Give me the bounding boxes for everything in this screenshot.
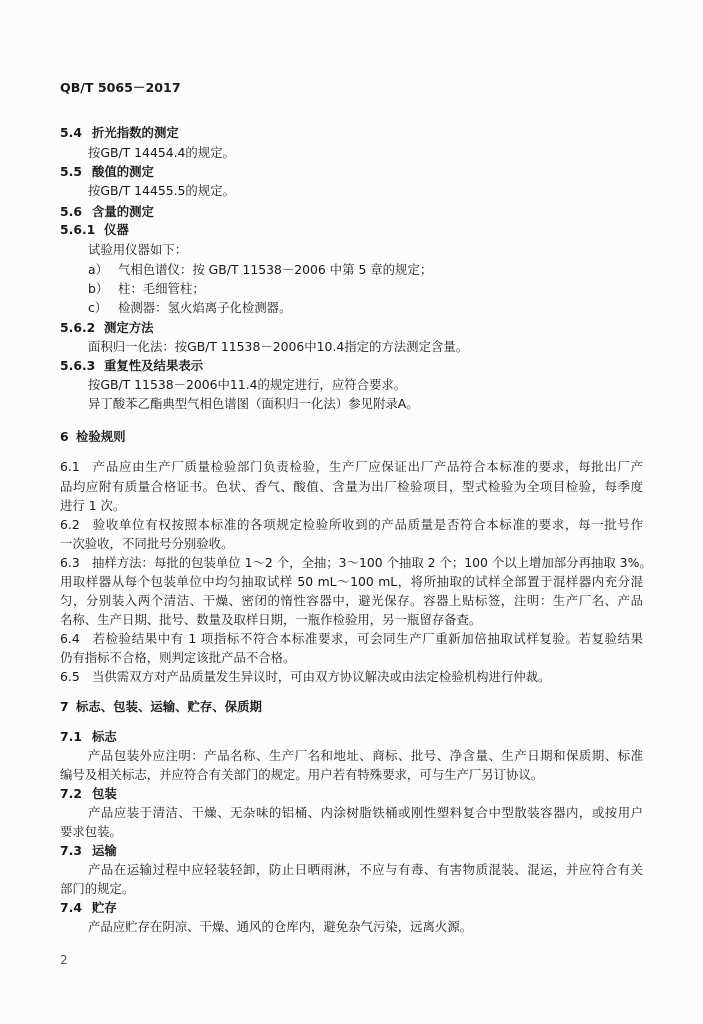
list-item — [88, 299, 291, 317]
clause-6-3-line: 名称、生产日期、批号、数量及取样日期，一瓶作检验用，另一瓶留存备查。 — [60, 612, 482, 627]
clause-title: 测定方法 — [104, 320, 154, 335]
clause-5-6-heading — [60, 203, 154, 221]
clause-5-6-3-line: 异丁酸苯乙酯典型气相色谱图（面积归一化法）参见附录A。 — [88, 396, 419, 411]
clause-text: 若检验结果中有 1 项指标不符合本标准要求，可会同生产厂重新加倍抽取试样复验。若复验结果 — [92, 631, 643, 646]
clause-7-3-line: 部门的规定。 — [60, 881, 135, 896]
clause-number: 5.6.3 — [60, 358, 96, 373]
clause-5-5-heading — [60, 163, 154, 181]
list-item-label: c） — [88, 300, 108, 315]
clause-title: 运输 — [92, 843, 117, 858]
standard-code-header: QB/T 5065－2017 — [60, 80, 181, 95]
clause-number: 6.2 — [60, 517, 80, 532]
clause-5-6-1-intro: 试验用仪器如下： — [88, 242, 188, 257]
clause-7-4-heading — [60, 899, 117, 917]
clause-number: 5.6 — [60, 204, 82, 219]
chapter-number: 7 — [60, 699, 69, 714]
clause-title: 标志 — [92, 729, 117, 744]
clause-5-6-3-line: 按GB/T 11538－2006中11.4的规定进行，应符合要求。 — [88, 377, 407, 392]
clause-number: 6.4 — [60, 631, 80, 646]
clause-title: 酸值的测定 — [92, 164, 154, 179]
clause-title: 折光指数的测定 — [92, 125, 179, 140]
clause-number: 7.4 — [60, 900, 82, 915]
clause-5-6-2-text: 面积归一化法：按GB/T 11538－2006中10.4指定的方法测定含量。 — [88, 339, 469, 354]
clause-7-1-heading — [60, 728, 117, 746]
clause-7-1-line: 产品包装外应注明：产品名称、生产厂名和地址、商标、批号、净含量、生产日期和保质期、标准 — [88, 748, 643, 763]
list-item-text: 气相色谱仪：按 GB/T 11538－2006 中第 5 章的规定； — [118, 262, 433, 277]
clause-5-6-3-heading — [60, 357, 203, 375]
clause-7-3-heading — [60, 842, 117, 860]
clause-6-3-line: 用取样器从每个包装单位中均匀抽取试样 50 mL～100 mL，将所抽取的试样全部置于混样器内充分混 — [60, 574, 643, 589]
list-item-label: a） — [88, 262, 108, 277]
clause-5-6-1-heading — [60, 221, 129, 239]
clause-number: 7.3 — [60, 843, 82, 858]
clause-5-5-text: 按GB/T 14455.5的规定。 — [88, 183, 235, 198]
chapter-7-heading — [60, 698, 262, 716]
clause-7-4-line: 产品应贮存在阴凉、干燥、通风的仓库内，避免杂气污染，远离火源。 — [88, 919, 473, 934]
clause-text: 产品应由生产厂质量检验部门负责检验，生产厂应保证出厂产品符合本标准的要求，每批出厂产 — [92, 459, 643, 474]
clause-7-2-line: 产品应装于清洁、干燥、无杂味的铝桶、内涂树脂铁桶或刚性塑料复合中型散装容器内，或按用户 — [88, 805, 643, 820]
clause-title: 含量的测定 — [92, 204, 154, 219]
clause-number: 5.6.2 — [60, 320, 96, 335]
list-item — [88, 280, 205, 298]
clause-title: 贮存 — [92, 900, 117, 915]
clause-6-3-line: 匀，分别装入两个清洁、干燥、密闭的惰性容器中，避光保存。容器上贴标签，注明：生产厂名、产品 — [60, 593, 643, 608]
clause-number: 5.6.1 — [60, 222, 96, 237]
clause-7-3-line: 产品在运输过程中应轻装轻卸，防止日晒雨淋，不应与有毒、有害物质混装、混运，并应符合有关 — [88, 862, 643, 877]
clause-text: 当供需双方对产品质量发生异议时，可由双方协议解决或由法定检验机构进行仲裁。 — [92, 669, 551, 684]
list-item — [88, 261, 432, 279]
list-item-text: 检测器：氢火焰离子化检测器。 — [118, 300, 292, 315]
clause-6-4-line: 仍有指标不合格，则判定该批产品不合格。 — [60, 650, 296, 665]
clause-6-3-line — [60, 554, 652, 572]
clause-number: 6.5 — [60, 669, 80, 684]
chapter-number: 6 — [60, 429, 69, 444]
clause-7-2-heading — [60, 785, 117, 803]
clause-text: 验收单位有权按照本标准的各项规定检验所收到的产品质量是否符合本标准的要求，每一批号作 — [92, 517, 643, 532]
clause-6-5-line — [60, 668, 550, 686]
clause-number: 7.1 — [60, 729, 82, 744]
clause-6-4-line — [60, 630, 643, 648]
chapter-6-heading — [60, 428, 126, 446]
chapter-title: 标志、包装、运输、贮存、保质期 — [76, 699, 262, 714]
clause-5-4-text: 按GB/T 14454.4的规定。 — [88, 145, 235, 160]
clause-title: 仪器 — [104, 222, 129, 237]
clause-6-1-line: 品均应附有质量合格证书。色状、香气、酸值、含量为出厂检验项目，型式检验为全项目检验，每季度 — [60, 479, 643, 494]
clause-5-4-heading — [60, 124, 179, 142]
chapter-title: 检验规则 — [76, 429, 126, 444]
clause-number: 5.4 — [60, 125, 82, 140]
clause-number: 5.5 — [60, 164, 82, 179]
page-number: 2 — [60, 953, 68, 967]
clause-5-6-2-heading — [60, 319, 154, 337]
clause-6-1-line: 进行 1 次。 — [60, 498, 126, 513]
clause-6-1-line — [60, 458, 643, 476]
clause-number: 6.3 — [60, 555, 80, 570]
clause-number: 7.2 — [60, 786, 82, 801]
clause-title: 包装 — [92, 786, 117, 801]
clause-6-2-line — [60, 516, 643, 534]
clause-6-2-line: 一次验收，不同批号分别验收。 — [60, 536, 234, 551]
list-item-text: 柱：毛细管柱； — [118, 281, 205, 296]
clause-text: 抽样方法：每批的包装单位 1～2 个，全抽；3～100 个抽取 2 个；100 个以上增加部分再抽取 3%。 — [92, 555, 652, 570]
clause-7-1-line: 编号及相关标志，并应符合有关部门的规定。用户若有特殊要求，可与生产厂另订协议。 — [60, 767, 544, 782]
clause-7-2-line: 要求包装。 — [60, 824, 122, 839]
list-item-label: b） — [88, 281, 109, 296]
clause-title: 重复性及结果表示 — [104, 358, 204, 373]
clause-number: 6.1 — [60, 459, 80, 474]
